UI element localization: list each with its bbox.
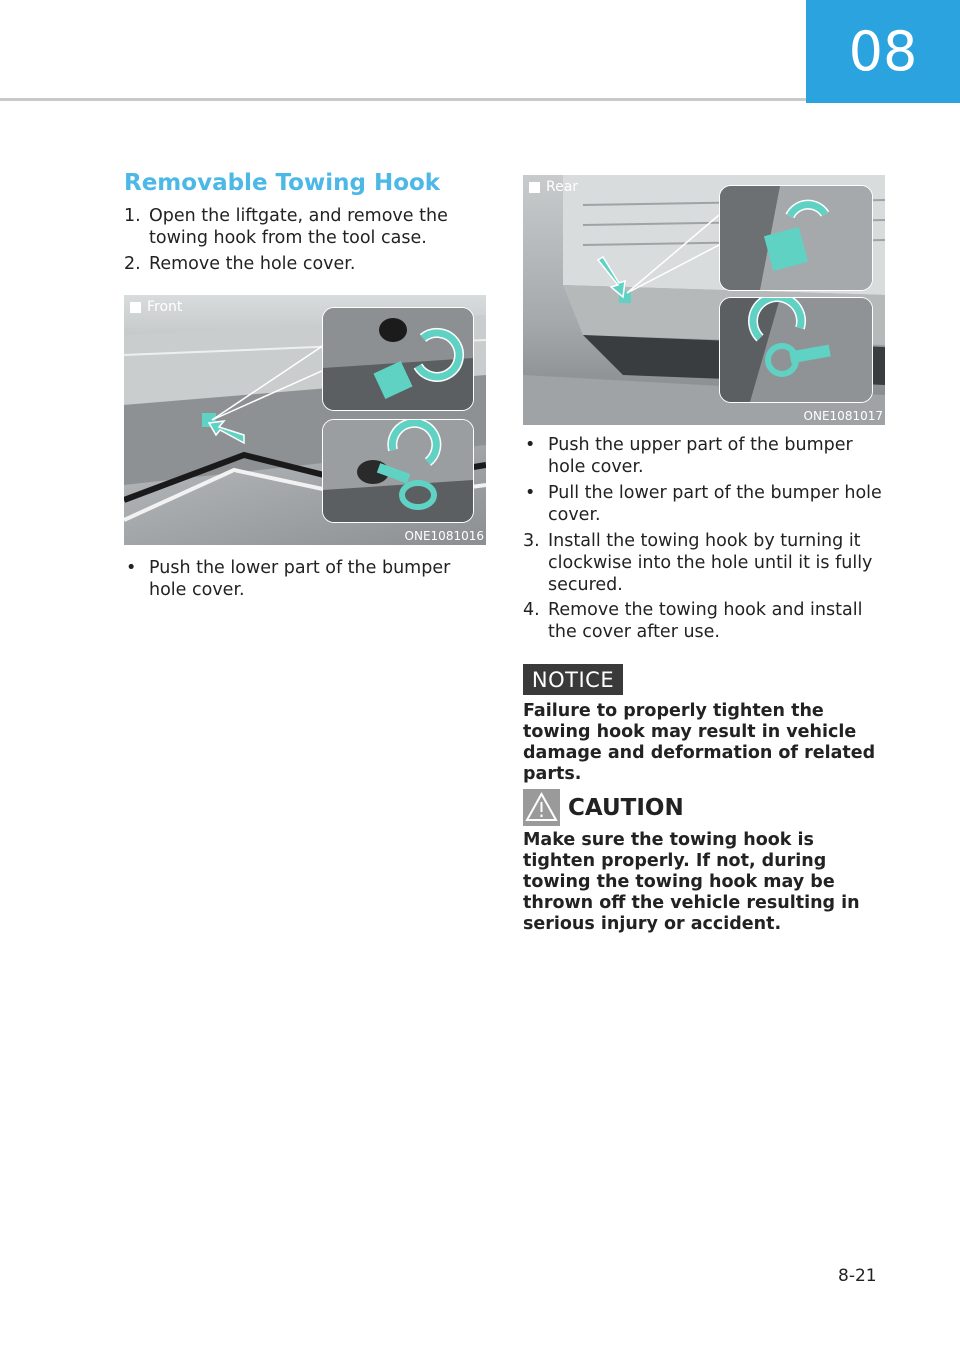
square-bullet-icon [130, 302, 141, 313]
square-bullet-icon [529, 182, 540, 193]
page-number: 8-21 [838, 1266, 877, 1286]
step-number: 4. [523, 600, 540, 620]
hole-cover-removal-illustration [323, 308, 473, 410]
step-number: 3. [523, 531, 540, 551]
step-number: 2. [124, 254, 141, 274]
notice-text: Failure to properly tighten the towing hook may result in vehicle damage and deformation of related parts. [523, 701, 876, 784]
front-figure [124, 295, 486, 545]
step-3 [523, 530, 883, 596]
step-4 [523, 599, 883, 643]
step-2 [124, 253, 469, 275]
step-1 [124, 205, 469, 249]
step-text: Install the towing hook by turning it clockwise into the hole until it is fully secured. [548, 531, 873, 595]
bullet-text: Push the lower part of the bumper hole cover. [149, 558, 451, 600]
figure-label [130, 299, 182, 315]
bullet-item [523, 434, 883, 478]
notice-tag: NOTICE [523, 664, 623, 695]
bullet-dot-icon: • [525, 435, 536, 455]
caution-warning-icon [523, 789, 560, 826]
front-inset-top [322, 307, 474, 411]
figure-label-text: Front [147, 299, 183, 315]
step-text: Remove the towing hook and install the cover after use. [548, 600, 863, 642]
bullet-item [523, 482, 883, 526]
section-title: Removable Towing Hook [124, 170, 441, 196]
caution-title: CAUTION [568, 795, 684, 821]
towing-hook-install-illustration [323, 420, 473, 522]
chapter-tab: 08 [806, 0, 960, 103]
bullet-text: Pull the lower part of the bumper hole cover. [548, 483, 882, 525]
bullet-text: Push the upper part of the bumper hole cover. [548, 435, 853, 477]
figure-label-text: Rear [546, 179, 579, 195]
rear-towing-hook-illustration [720, 298, 872, 402]
rear-figure [523, 175, 885, 425]
caution-text: Make sure the towing hook is tighten properly. If not, during towing the towing hook may be thrown off the vehicle resulting in serious injury or accident. [523, 830, 860, 934]
header-rule [0, 98, 806, 101]
figure-code: ONE1081016 [404, 529, 484, 543]
figure-label [529, 179, 578, 195]
step-text: Open the liftgate, and remove the towing hook from the tool case. [149, 206, 448, 248]
figure-code: ONE1081017 [803, 409, 883, 423]
bullet-dot-icon: • [126, 558, 137, 578]
step-text: Remove the hole cover. [149, 254, 356, 274]
rear-inset-bottom [719, 297, 873, 403]
rear-hole-cover-illustration [720, 186, 872, 290]
rear-inset-top [719, 185, 873, 291]
bullet-dot-icon: • [525, 483, 536, 503]
bullet-item [124, 557, 469, 601]
step-number: 1. [124, 206, 141, 226]
front-inset-bottom [322, 419, 474, 523]
